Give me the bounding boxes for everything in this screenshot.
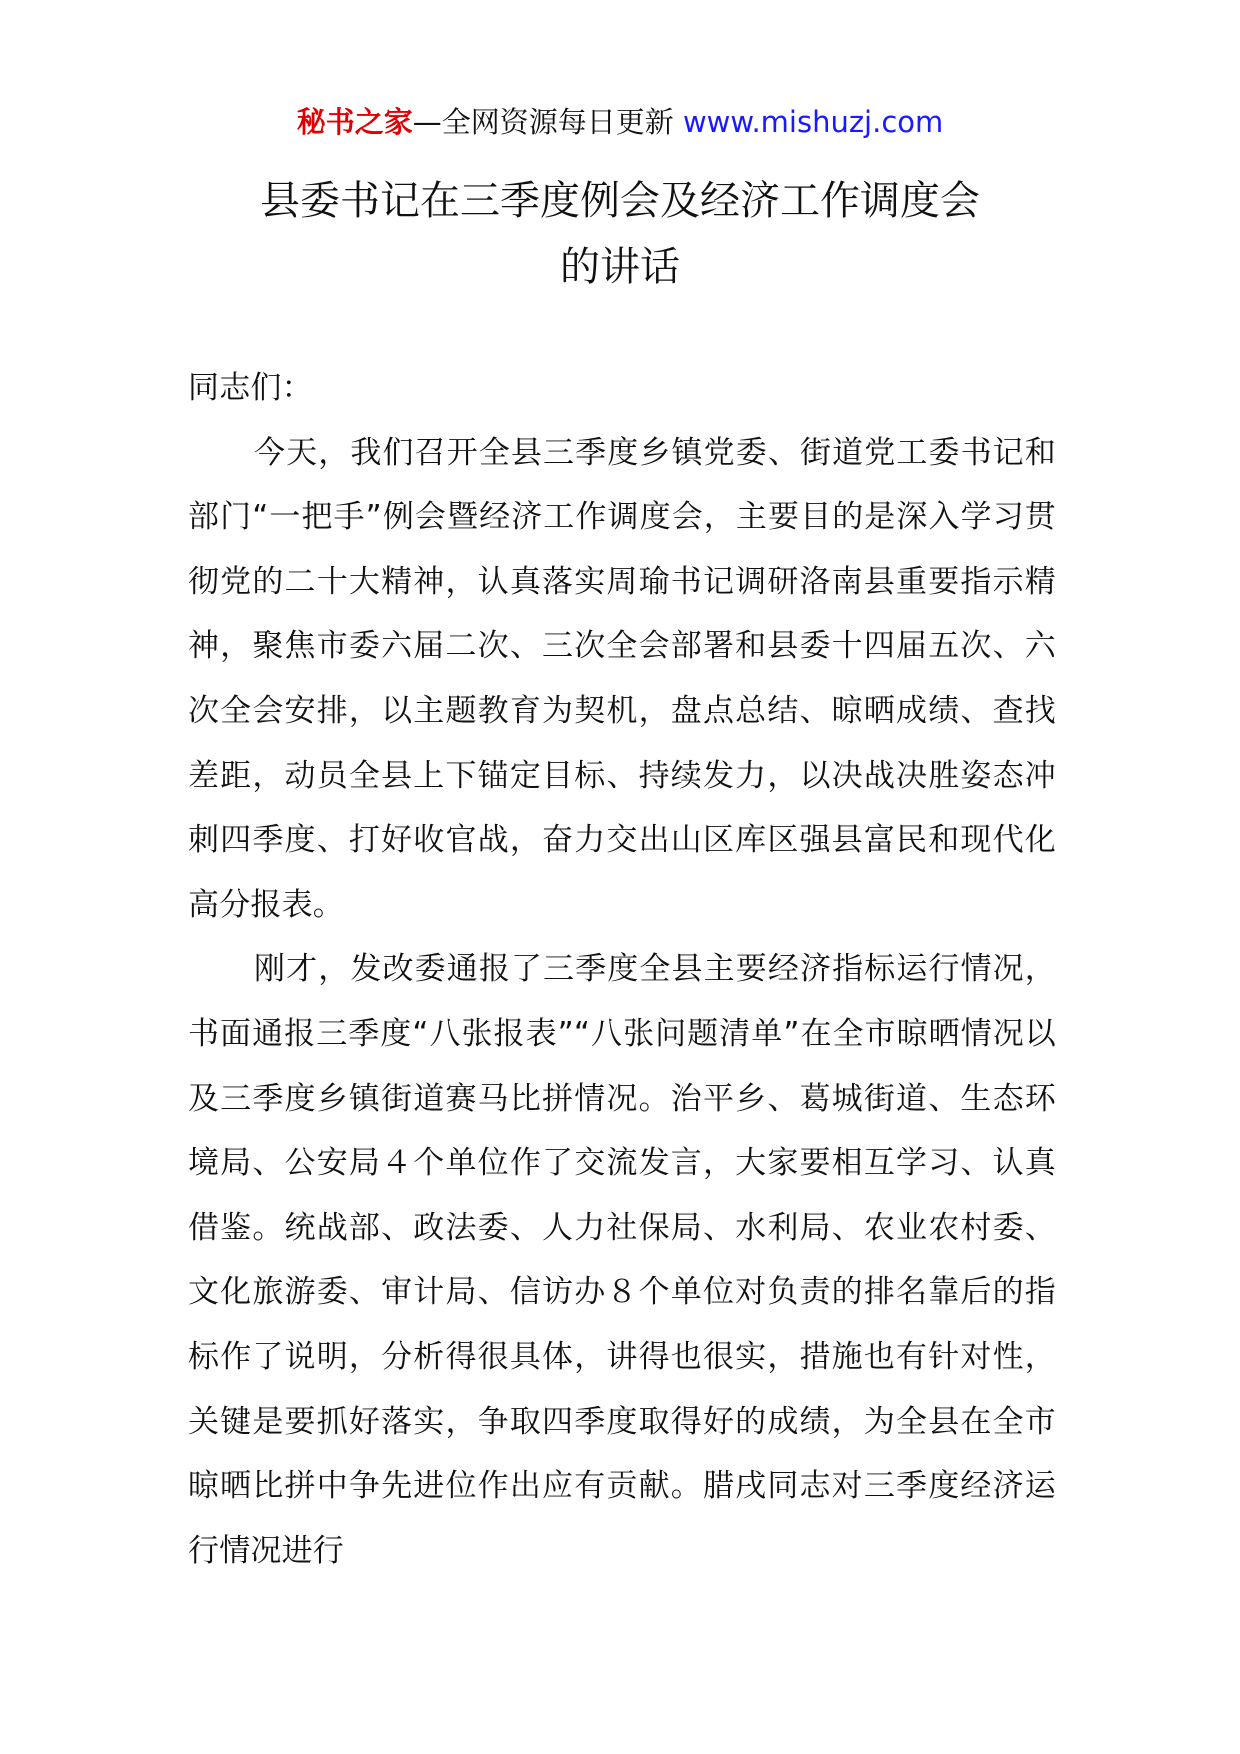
site-url-link[interactable]: www.mishuzj.com <box>682 105 944 139</box>
title-line-2: 的讲话 <box>560 244 680 290</box>
document-body <box>188 356 1056 1583</box>
salutation: 同志们： <box>188 370 313 406</box>
brand-name: 秘书之家 <box>296 105 413 139</box>
site-header <box>0 102 1240 142</box>
title-line-1: 县委书记在三季度例会及经济工作调度会 <box>260 178 980 224</box>
paragraph-1: 今天，我们召开全县三季度乡镇党委、街道党工委书记和部门“一把手”例会暨经济工作调度会，主要目的是深入学习贯彻党的二十大精神，认真落实周瑜书记调研洛南县重要指示精神，聚焦市委六届二次、三次全会部署和县委十四届五次、六次全会安排，以主题教育为契机，盘点总结、晾晒成绩、查找差距，动员全县上下锚定目标、持续发力，以决战决胜姿态冲刺四季度、打好收官战，奋力交出山区库区强县富民和现代化高分报表。 <box>188 434 1056 923</box>
document-title <box>160 168 1080 300</box>
paragraph-2: 刚才，发改委通报了三季度全县主要经济指标运行情况，书面通报三季度“八张报表”“八张问题清单”在全市晾晒情况以及三季度乡镇街道赛马比拼情况。治平乡、葛城街道、生态环境局、公安局４个单位作了交流发言，大家要相互学习、认真借鉴。统战部、政法委、人力社保局、水利局、农业农村委、文化旅游委、审计局、信访办８个单位对负责的排名靠后的指标作了说明，分析得很具体，讲得也很实，措施也有针对性，关键是要抓好落实，争取四季度取得好的成绩，为全县在全市晾晒比拼中争先进位作出应有贡献。腊戌同志对三季度经济运行情况进行 <box>188 951 1056 1569</box>
header-slogan: —全网资源每日更新 <box>412 105 683 139</box>
